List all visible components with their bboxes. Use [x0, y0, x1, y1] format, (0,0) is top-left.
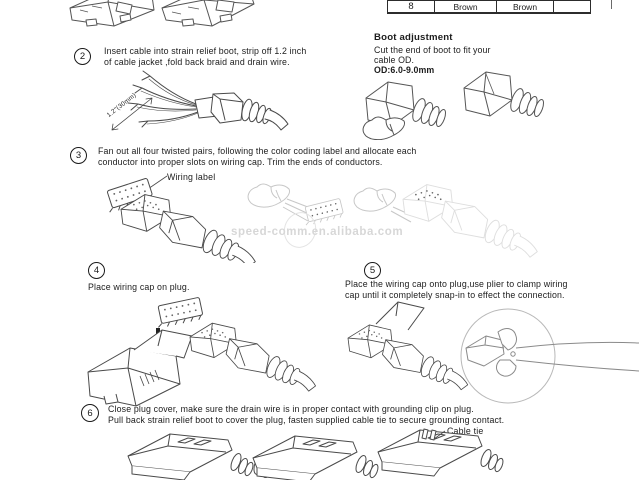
step-6-number-label: 6 [87, 407, 93, 419]
step-2-instruction [104, 46, 306, 67]
table-cell-pin: 8 [408, 1, 414, 12]
table-cell-wire-color: Brown [434, 1, 496, 12]
table-cell-pair-color: Brown [496, 1, 553, 12]
step-6-line-2: Pull back strain relief boot to cover the plug, fasten supplied cable tie to secure grounding contact. [108, 414, 505, 425]
step-3-number [70, 147, 87, 164]
step-5-number-label: 5 [369, 265, 376, 276]
step-6-line-1: Close plug cover, make sure the drain wire is in proper contact with grounding clip on plug. [108, 404, 474, 414]
hand-cutting-boot [363, 117, 404, 140]
step-5-number [364, 262, 381, 279]
boot-adjustment-title: Boot adjustment [374, 32, 453, 43]
step-5-line-1: Place the wiring cap onto plug,use plier to clamp wiring [345, 279, 568, 289]
top-plugs-illustration [60, 0, 260, 30]
step-2-line-1: Insert cable into strain relief boot, strip off 1.2 inch [104, 46, 307, 56]
place-cap-on-plug-illustration [70, 296, 360, 408]
wiring-cap-step-illustration [95, 163, 640, 263]
boot-adjustment-od-range: OD:6.0-9.0mm [374, 64, 435, 75]
step-4-instruction [88, 282, 190, 293]
table-cell-note [553, 1, 590, 12]
watermark: speed-comm.en.alibaba.com [231, 226, 404, 238]
cable-fanout-illustration [100, 68, 295, 143]
step-2-number [74, 48, 91, 65]
page-edge-mark [611, 0, 612, 9]
step-6-instruction [108, 404, 504, 425]
boot-adjustment-line-2: cable OD. [374, 54, 415, 65]
step-3-number-label: 3 [75, 150, 82, 161]
step-4-number [88, 262, 105, 279]
step-3-line-1: Fan out all four twisted pairs, following the color coding label and allocate each [98, 146, 417, 156]
wiring-label-annotation: Wiring label [167, 172, 216, 182]
step-5-line-2: cap until it completely snap-in to effect the connection. [345, 289, 565, 300]
strip-length-label: 1.2"(30mm) [105, 91, 138, 119]
step-2-number-label: 2 [79, 51, 86, 62]
pliers-detail-illustration [461, 309, 639, 403]
open-plug-illustration [88, 330, 192, 406]
boot-adjustment-line-1: Cut the end of boot to fit your [374, 45, 491, 55]
step-2-line-2: of cable jacket ,fold back braid and drain wire. [104, 56, 290, 67]
step-6-number [81, 404, 99, 422]
step-4-line-1: Place wiring cap on plug. [88, 282, 190, 292]
finished-plug-row-illustration [88, 424, 513, 480]
plier-clamp-illustration [346, 296, 640, 408]
cable-tie-annotation: Cable tie [447, 426, 484, 436]
step-3-line-2: conductor into proper slots on wiring cap. Trim the ends of conductors. [98, 156, 383, 167]
color-pin-table [387, 0, 591, 14]
step-4-number-label: 4 [93, 265, 100, 276]
boot-trim-illustration [358, 66, 568, 140]
